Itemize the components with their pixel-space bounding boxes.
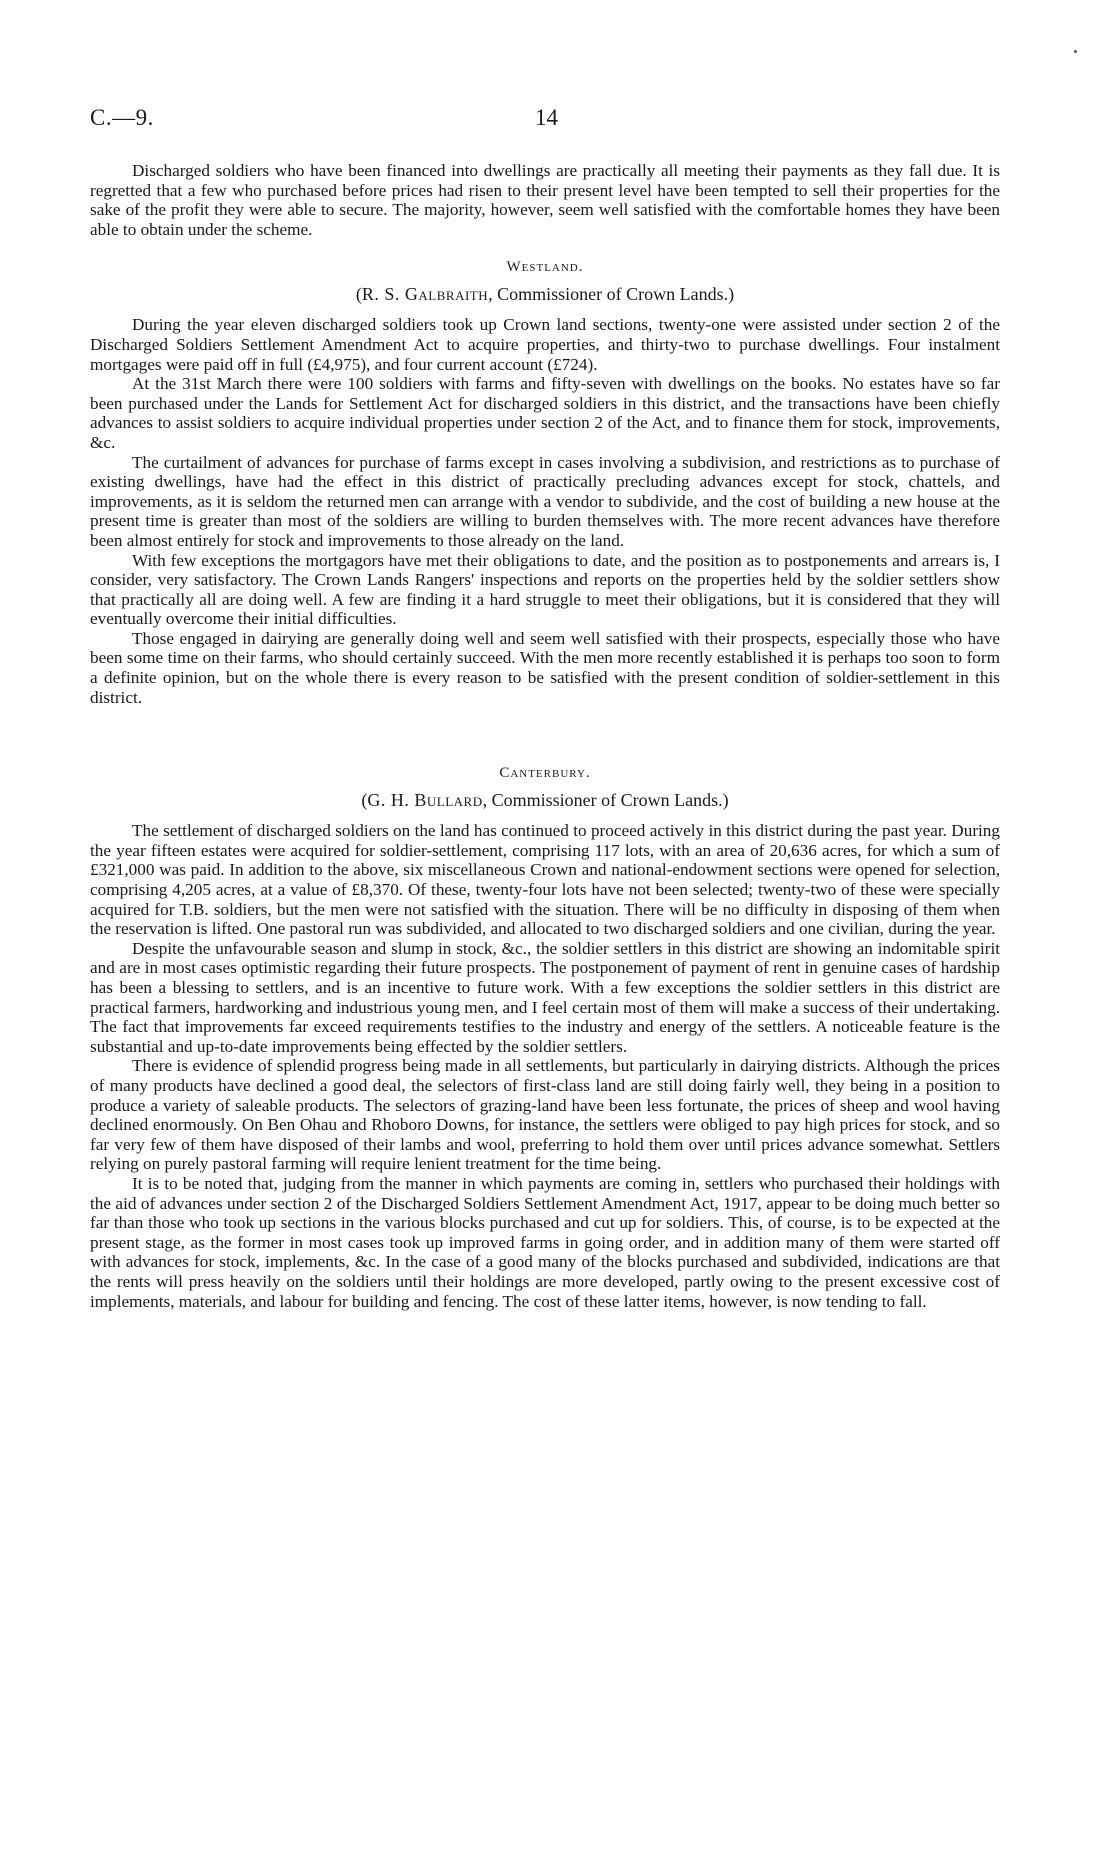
paragraph: There is evidence of splendid progress being made in all settlements, but particularly in dairying districts. Although the prices of many products have declined a good deal, the selectors of first-class land are still doing fairly well, they being in a position to produce a variety of saleable products. The selectors of grazing-land have been less fortunate, the prices of sheep and wool having declined enormously. On Ben Ohau and Rhoboro Downs, for instance, the settlers were obliged to pay high prices for stock, and so far very few of them have disposed of their lambs and wool, preferring to hold them over until prices advance somewhat. Settlers relying on purely pastoral farming will require lenient treatment for the time being. [90,1056,1000,1174]
section-title-westland: Westland. [506,259,584,276]
paragraph: During the year eleven discharged soldiers took up Crown land sections, twenty-one were assisted under section 2 of the Discharged Soldiers Settlement Amendment Act to acquire properties, and thirty-two to purchase dwellings. Four instalment mortgages were paid off in full (£4,975), and four current account (£724). [90,315,1000,374]
section-title-canterbury: Canterbury. [499,765,591,782]
document-reference: C.—9. [90,105,154,130]
commissioner-role: , Commissioner of Crown Lands.) [482,790,729,811]
page-number: 14 [535,105,558,130]
paragraph: Despite the unfavourable season and slump in stock, &c., the soldier settlers in this district are showing an indomitable spirit and are in most cases optimistic regarding their future prospects. The postponement of payment of rent in genuine cases of hardship has been a blessing to settlers, and is an incentive to future work. With a few exceptions the soldier settlers in this district are practical farmers, hardworking and industrious young men, and I feel certain most of them will make a success of their undertaking. The fact that improvements far exceed requirements testifies to the industry and energy of the settlers. A noticeable feature is the substantial and up-to-date improvements being effected by the soldier settlers. [90,938,1000,1056]
westland-section [90,259,1000,707]
commissioner-line [90,790,1000,811]
page-header [90,105,1000,139]
paragraph: It is to be noted that, judging from the manner in which payments are coming in, settlers who purchased their holdings with the aid of advances under section 2 of the Discharged Soldiers Settlement Amendment Act, 1917, appear to be doing much better so far than those who took up sections in the various blocks purchased and cut up for soldiers. This, of course, is to be expected at the present stage, as the former in most cases took up improved farms in going order, and in addition many of them were started off with advances for stock, implements, &c. In the case of a good many of the blocks purchased and subdivided, indications are that the rents will press heavily on the soldiers until their holdings are more developed, partly owing to the present excessive cost of implements, materials, and labour for building and fencing. The cost of these latter items, however, is now tending to fall. [90,1173,1000,1311]
paragraph: The curtailment of advances for purchase of farms except in cases involving a subdivision, and restrictions as to purchase of existing dwellings, have had the effect in this district of practically precluding advances except for stock, chattels, and improvements, as it is seldom the returned men can arrange with a vendor to subdivide, and the cost of building a new house at the present time is greater than most of the soldiers are willing to burden themselves with. The more recent advances have therefore been almost entirely for stock and improvements to those already on the land. [90,452,1000,550]
paragraph: At the 31st March there were 100 soldiers with farms and fifty-seven with dwellings on the books. No estates have so far been purchased under the Lands for Settlement Act for discharged soldiers in this district, and the transactions have been chiefly advances to assist soldiers to acquire individual properties under section 2 of the Act, and to finance them for stock, improvements, &c. [90,374,1000,452]
paren-open: ( [361,790,368,811]
commissioner-name: R. S. Galbraith [361,284,489,305]
commissioner-name: G. H. Bullard [367,790,483,811]
commissioner-role: , Commissioner of Crown Lands.) [488,284,735,305]
paragraph: Discharged soldiers who have been financed into dwellings are practically all meeting their payments as they fall due. It is regretted that a few who purchased before prices had risen to their present level have been tempted to sell their properties for the sake of the profit they were able to secure. The majority, however, seem well satisfied with the comfortable homes they have been able to obtain under the scheme. [90,161,1000,239]
commissioner-line [90,284,1000,305]
paragraph: The settlement of discharged soldiers on the land has continued to proceed actively in this district during the past year. During the year fifteen estates were acquired for soldier-settlement, comprising 117 lots, with an area of 20,636 acres, for which a sum of £321,000 was paid. In addition to the above, six miscellaneous Crown and national-endowment sections were opened for selection, comprising 4,205 acres, at a value of £8,370. Of these, twenty-four lots have not been selected; twenty-two of these were specially acquired for T.B. soldiers, but the men were not satisfied with the situation. There will be no difficulty in disposing of them when the reservation is lifted. One pastoral run was subdivided, and allocated to two discharged soldiers and one civilian, during the year. [90,821,1000,939]
paren-open: ( [355,284,362,305]
paragraph: Those engaged in dairying are generally doing well and seem well satisfied with their prospects, especially those who have been some time on their farms, who should certainly succeed. With the men more recently established it is perhaps too soon to form a definite opinion, but on the whole there is every reason to be satisfied with the present condition of soldier-settlement in this district. [90,628,1000,707]
canterbury-section [90,765,1000,1311]
scan-mark [1074,50,1077,53]
paragraph: With few exceptions the mortgagors have met their obligations to date, and the position as to postponements and arrears is, I consider, very satisfactory. The Crown Lands Rangers' inspections and reports on the properties held by the soldier settlers show that practically all are doing well. A few are finding it a hard struggle to meet their obligations, but it is considered that they will eventually overcome their initial difficulties. [90,550,1000,629]
intro-section [90,161,1000,239]
document-page [90,105,1000,1311]
